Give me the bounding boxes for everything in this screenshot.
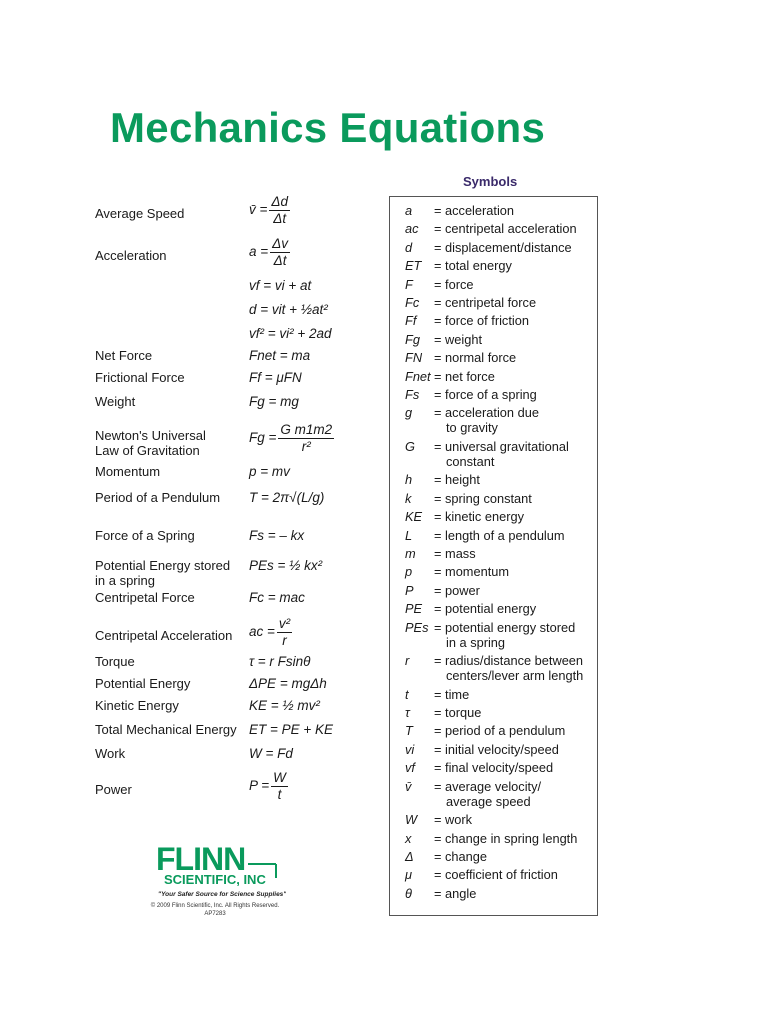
fraction-denominator: r [282, 633, 287, 648]
symbol: FN [405, 350, 423, 366]
equation-formula: d = vit + ½at² [249, 302, 328, 317]
symbol: W [405, 812, 418, 828]
formula-lhs: ac = [249, 624, 275, 640]
symbol-definition: = net force [434, 368, 495, 384]
symbol-definition: = force of friction [434, 313, 529, 329]
symbol-definition: = time [434, 686, 470, 702]
symbol: F [405, 276, 413, 292]
equation-formula: Fs = – kx [249, 528, 305, 543]
equation-formula: KE = ½ mv² [249, 698, 320, 713]
equation-name: Kinetic Energy [95, 698, 179, 713]
equation-name: Period of a Pendulum [95, 490, 221, 505]
symbol: Fs [405, 387, 420, 402]
equation-formula: T = 2π√(L/g) [249, 490, 325, 505]
symbol-definition: = weight [434, 331, 483, 347]
symbol-definition-line2: centers/lever arm length [446, 668, 584, 684]
equation-formula: W = Fd [249, 746, 293, 761]
equation-name: Centripetal Force [95, 590, 195, 605]
formula-lhs: a = [249, 244, 269, 260]
copyright-code: AP7283 [204, 911, 226, 917]
symbol-definition: = power [434, 582, 480, 598]
equation-formula: Fc = mac [249, 590, 305, 605]
equation-formula: Fnet = ma [249, 348, 311, 363]
formula-fraction [270, 236, 290, 269]
symbol-definition: = radius/distance between [434, 653, 584, 669]
symbol: ac [405, 221, 419, 237]
symbol: T [405, 723, 413, 739]
symbol-definition: = acceleration [434, 203, 515, 218]
symbol: x [405, 830, 412, 846]
symbol: L [405, 527, 413, 543]
page-title: Mechanics Equations [110, 104, 546, 151]
symbol: r [405, 653, 410, 669]
symbol-definition: = potential energy [434, 601, 537, 617]
symbol-definition: = height [434, 472, 480, 488]
symbol-definition-line2: in a spring [446, 634, 506, 650]
equation-formula: ΔPE = mgΔh [249, 676, 327, 691]
equation-name: Average Speed [95, 206, 185, 221]
equation-name: Potential Energy stored [95, 558, 231, 573]
symbol-definition: = normal force [434, 350, 517, 366]
equation-name-line2: Law of Gravitation [95, 443, 200, 458]
formula-fraction [278, 422, 334, 455]
symbol-definition: = acceleration due [434, 405, 539, 421]
formula-fraction [271, 770, 288, 803]
symbol: m [405, 546, 416, 561]
copyright [140, 902, 290, 918]
symbol-definition-line2: constant [446, 453, 495, 469]
equation-formula [249, 770, 290, 803]
logo-sub: SCIENTIFIC, INC [164, 872, 266, 887]
symbol: h [405, 472, 413, 488]
equation-name: Work [95, 746, 126, 761]
symbol: vi [405, 741, 415, 757]
symbol-definition: = work [434, 812, 473, 828]
fraction-numerator: v² [278, 616, 291, 631]
symbol-definition: = torque [434, 705, 482, 720]
symbol-definition: = length of a pendulum [434, 527, 565, 543]
symbol: PEs [405, 619, 429, 635]
equation-formula [249, 236, 292, 269]
symbol: g [405, 405, 413, 421]
formula-lhs: v̄ = [249, 202, 268, 218]
fraction-numerator: Δd [271, 194, 288, 209]
fraction-denominator: t [277, 787, 282, 802]
equation-name: Newton's Universal [95, 428, 206, 443]
equation-name: Acceleration [95, 248, 167, 263]
symbol-definition: = change in spring length [434, 830, 578, 846]
equation-formula [249, 616, 294, 649]
symbol-definition: = coefficient of friction [434, 867, 558, 883]
symbol: vf [405, 760, 415, 776]
fraction-denominator: r² [301, 439, 311, 454]
symbol: θ [405, 885, 412, 901]
symbol-definition: = change [434, 848, 488, 864]
symbol-definition: = mass [434, 546, 476, 561]
symbol-definition: = force [434, 276, 474, 292]
symbol: Fg [405, 331, 420, 347]
equation-formula: Ff = μFN [249, 370, 302, 385]
fraction-numerator: W [273, 770, 286, 785]
logo-tagline: "Your Safer Source for Science Supplies" [158, 891, 286, 898]
fraction-numerator: Δv [272, 236, 288, 251]
symbol-definition-line2: to gravity [446, 420, 498, 436]
logo-name: FLINN [156, 841, 246, 877]
equations-list [95, 194, 385, 814]
symbol-definition: = total energy [434, 258, 512, 274]
symbol: k [405, 490, 412, 506]
equation-formula [249, 194, 292, 227]
symbol: τ [405, 705, 410, 720]
equation-name: Potential Energy [95, 676, 191, 691]
symbol-definition: = final velocity/speed [434, 760, 554, 776]
symbol-definition: = spring constant [434, 490, 532, 506]
equation-formula: vf² = vi² + 2ad [249, 326, 332, 341]
symbol: Ff [405, 313, 417, 329]
fraction-denominator: Δt [273, 253, 287, 268]
symbols-heading: Symbols [463, 174, 518, 189]
symbol: Fnet [405, 368, 431, 384]
symbol-definition: = kinetic energy [434, 509, 524, 525]
symbol: v̄ [405, 778, 412, 794]
symbol-definition: = average velocity/ [434, 778, 542, 794]
formula-fraction [277, 616, 292, 649]
equation-name: Torque [95, 654, 135, 669]
symbol: KE [405, 509, 423, 525]
symbol-definition: = centripetal acceleration [434, 221, 577, 237]
symbol: ET [405, 258, 422, 274]
symbol: a [405, 203, 413, 218]
equation-formula [249, 422, 336, 455]
equation-formula: p = mv [249, 464, 290, 479]
equation-formula: PEs = ½ kx² [249, 558, 323, 573]
fraction-denominator: Δt [273, 211, 287, 226]
symbol-definition: = initial velocity/speed [434, 741, 559, 757]
symbol-definition: = momentum [434, 564, 510, 580]
equation-name: Net Force [95, 348, 153, 363]
equation-formula: τ = r Fsinθ [249, 654, 311, 669]
symbol-definition: = period of a pendulum [434, 723, 566, 739]
equation-name: Momentum [95, 464, 161, 479]
symbols-table [389, 196, 598, 916]
equation-name: Centripetal Acceleration [95, 628, 233, 643]
symbol-definition: = displacement/distance [434, 239, 572, 255]
symbol: G [405, 438, 415, 454]
symbol: P [405, 582, 414, 598]
copyright-line: © 2009 Flinn Scientific, Inc. All Rights Reserved. [150, 903, 280, 909]
equation-name: Force of a Spring [95, 528, 195, 543]
formula-lhs: P = [249, 778, 270, 794]
equation-formula: vf = vi + at [249, 278, 312, 293]
formula-fraction [269, 194, 290, 227]
symbol: μ [405, 867, 413, 883]
symbol-definition: = force of a spring [434, 387, 537, 402]
symbol-definition: = centripetal force [434, 295, 537, 310]
symbol: d [405, 239, 413, 255]
flinn-logo [156, 840, 286, 900]
fraction-numerator: G m1m2 [280, 422, 333, 437]
symbol: t [405, 686, 409, 702]
equation-name: Power [95, 782, 132, 797]
equation-formula: ET = PE + KE [249, 722, 334, 737]
equation-name: Frictional Force [95, 370, 185, 385]
symbol-definition-line2: average speed [446, 793, 531, 809]
symbol: p [405, 564, 413, 580]
formula-lhs: Fg = [249, 430, 277, 446]
symbol-definition: = universal gravitational [434, 438, 569, 454]
symbol-definition: = potential energy stored [434, 619, 576, 635]
symbol: Fc [405, 295, 420, 310]
equation-formula: Fg = mg [249, 394, 299, 409]
symbol: PE [405, 601, 423, 617]
symbol-definition: = angle [434, 885, 477, 901]
equation-name: Weight [95, 394, 136, 409]
equation-name-line2: in a spring [95, 573, 155, 588]
equation-name: Total Mechanical Energy [95, 722, 237, 737]
symbol: Δ [405, 848, 414, 864]
